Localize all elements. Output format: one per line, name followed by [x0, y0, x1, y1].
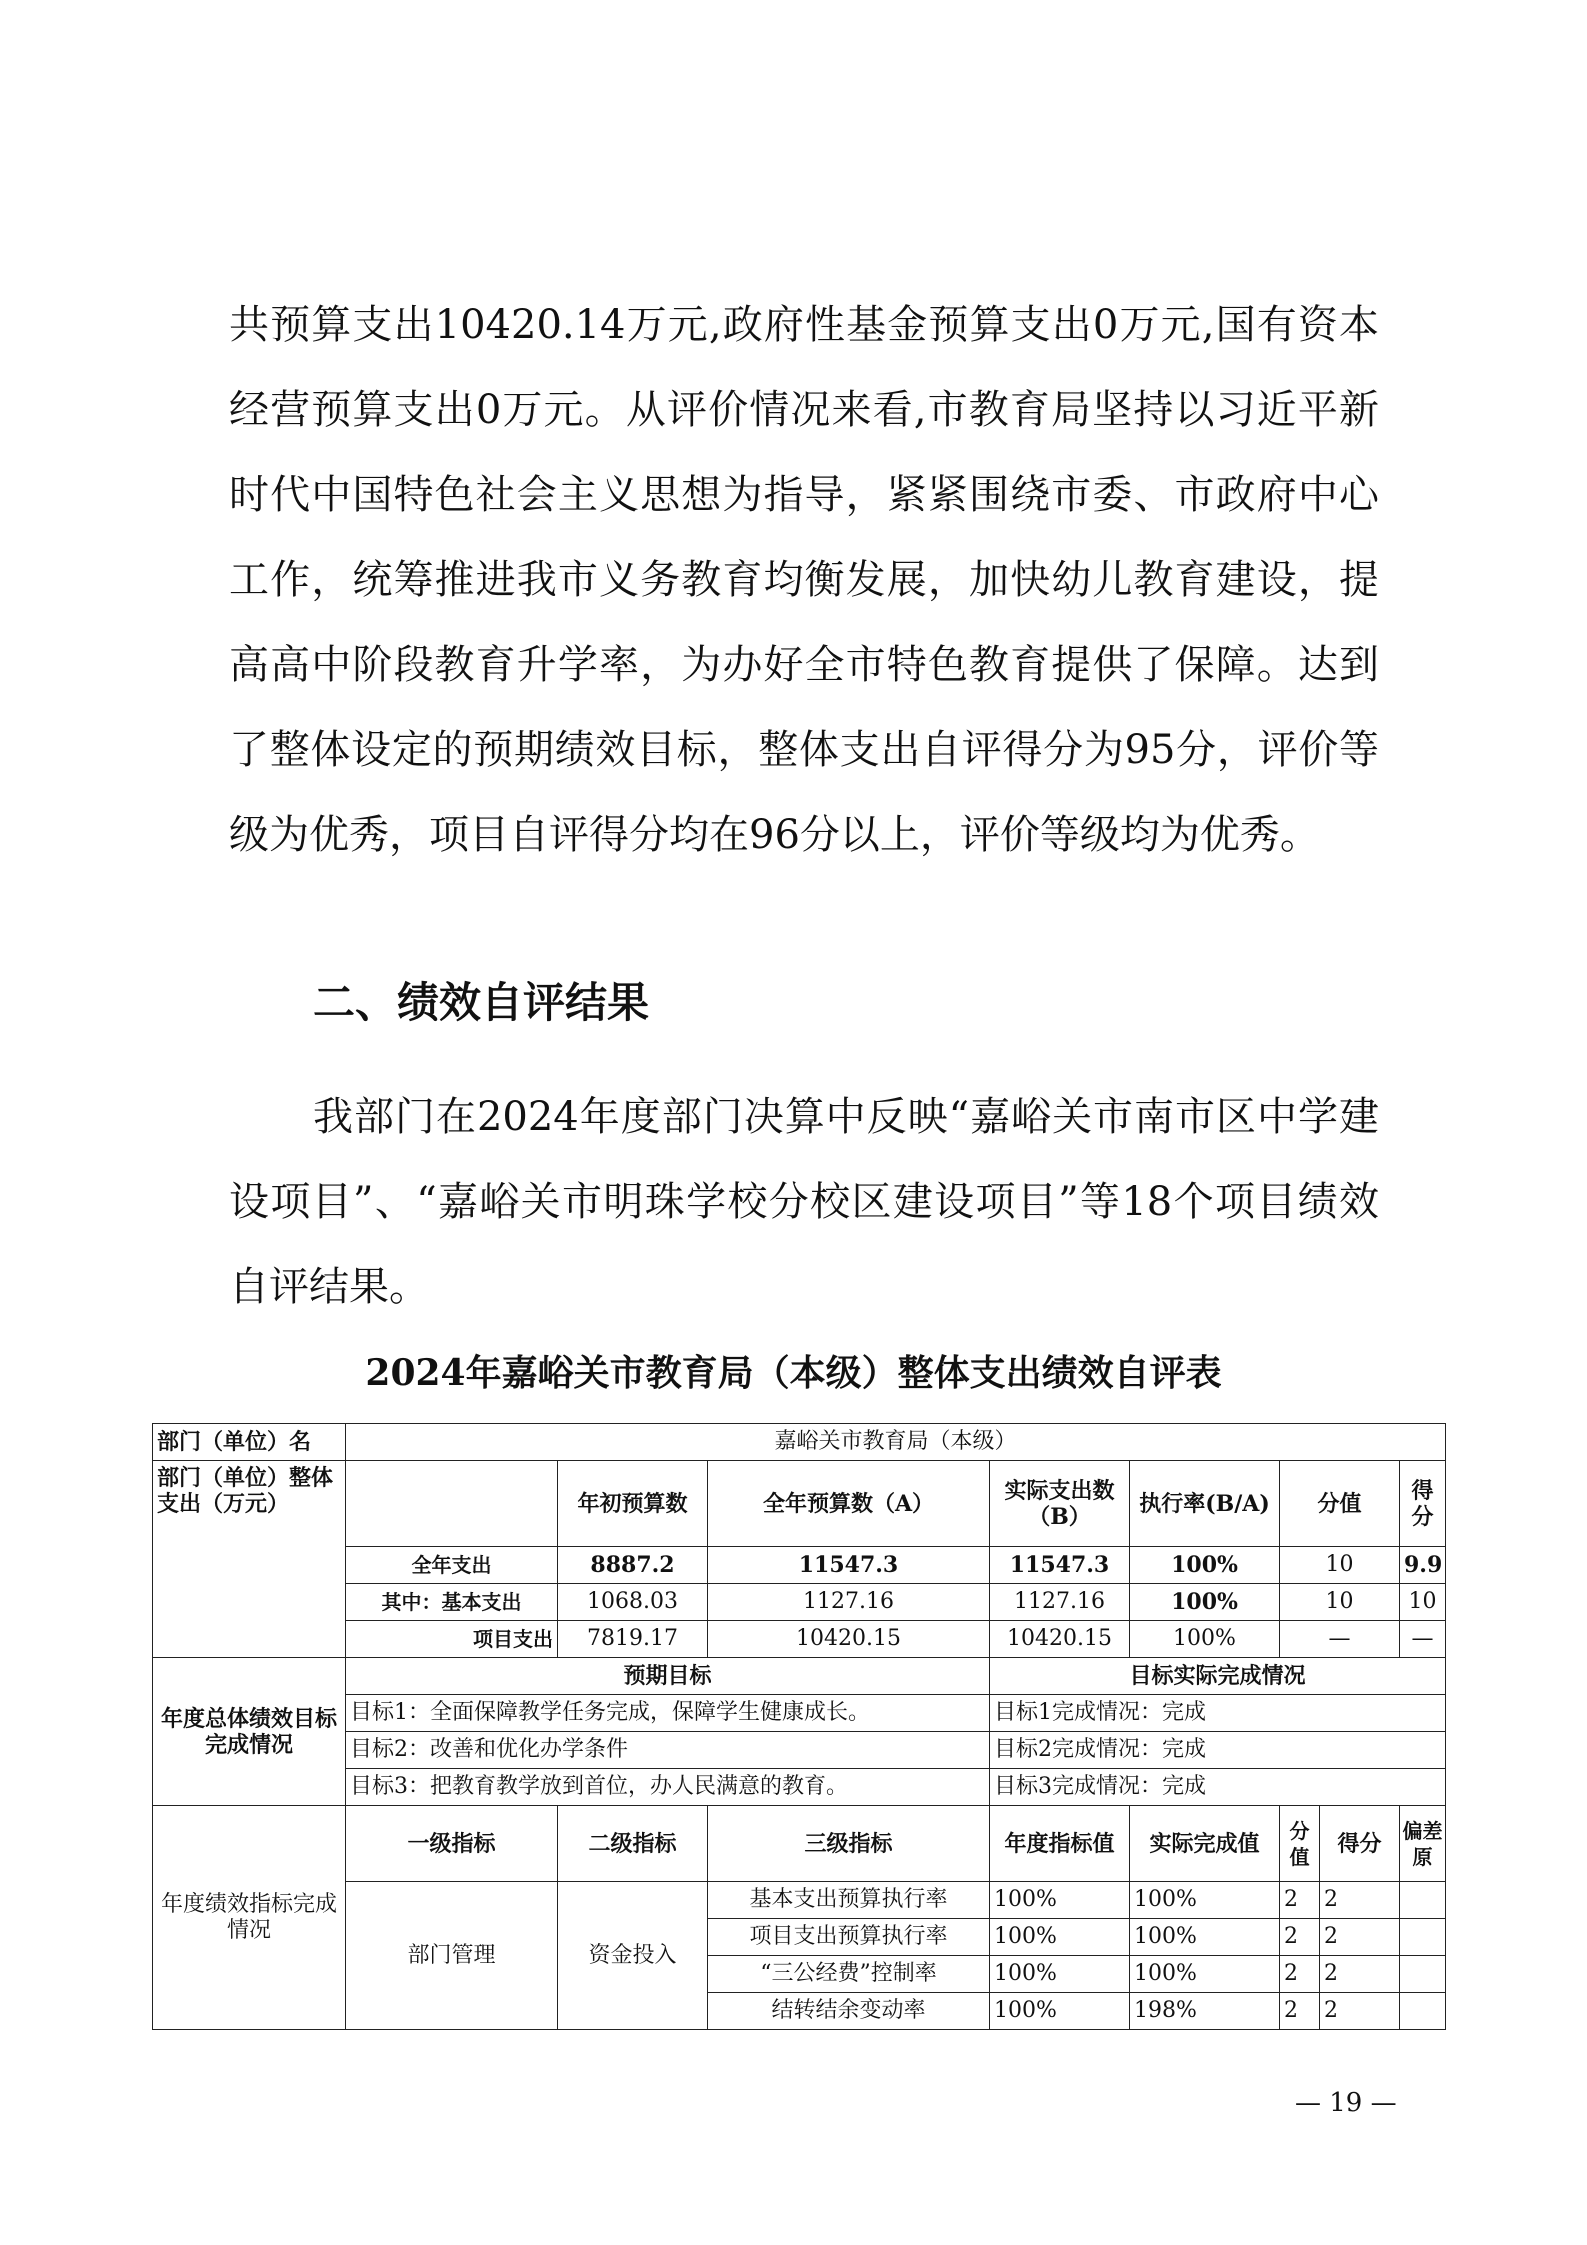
indicator-actual: 198% — [1130, 1993, 1280, 2030]
goal-expected: 目标3：把教育教学放到首位，办人民满意的教育。 — [346, 1769, 990, 1806]
indicator-header: 分值 — [1280, 1806, 1320, 1882]
goals-header-actual: 目标实际完成情况 — [990, 1658, 1446, 1695]
spend-header-rate: 执行率(B/A) — [1130, 1461, 1280, 1547]
indicator-actual: 100% — [1130, 1919, 1280, 1956]
indicator-score: 2 — [1320, 1882, 1400, 1919]
spend-cell: 10420.15 — [990, 1621, 1130, 1658]
spend-cell: 10 — [1280, 1584, 1400, 1621]
level3-indicator: 基本支出预算执行率 — [708, 1882, 990, 1919]
spend-cell: 9.9 — [1400, 1547, 1446, 1584]
table-title: 2024年嘉峪关市教育局（本级）整体支出绩效自评表 — [365, 1352, 1222, 1394]
indicator-weight: 2 — [1280, 1993, 1320, 2030]
indicator-header: 一级指标 — [346, 1806, 558, 1882]
spend-cell: 100% — [1130, 1621, 1280, 1658]
indicator-score: 2 — [1320, 1919, 1400, 1956]
body-paragraph-2: 我部门在2024年度部门决算中反映“嘉峪关市南市区中学建设项目”、“嘉峪关市明珠学校分校区建设项目”等18个项目绩效自评结果。 — [229, 1094, 1379, 1310]
indicator-actual: 100% — [1130, 1956, 1280, 1993]
spend-cell: 1068.03 — [558, 1584, 708, 1621]
indicator-deviation — [1400, 1882, 1446, 1919]
spend-header-blank — [346, 1461, 558, 1547]
spend-cell: 11547.3 — [708, 1547, 990, 1584]
spend-cell: 7819.17 — [558, 1621, 708, 1658]
goals-label: 年度总体绩效目标完成情况 — [153, 1658, 346, 1806]
level3-indicator: 项目支出预算执行率 — [708, 1919, 990, 1956]
indicator-header: 三级指标 — [708, 1806, 990, 1882]
body-paragraph-1: 共预算支出10420.14万元,政府性基金预算支出0万元,国有资本经营预算支出0万元。从评价情况来看,市教育局坚持以习近平新时代中国特色社会主义思想为指导，紧紧围绕市委、市政府中心工作，统筹推进我市义务教育均衡发展，加快幼儿教育建设，提高高中阶段教育升学率，为办好全市特色教育提供了保障。达到了整体设定的预期绩效目标，整体支出自评得分为95分，评价等级为优秀，项目自评得分均在96分以上，评价等级均为优秀。 — [229, 302, 1379, 858]
spend-header-initial: 年初预算数 — [558, 1461, 708, 1547]
spend-cell: 1127.16 — [990, 1584, 1130, 1621]
indicator-weight: 2 — [1280, 1956, 1320, 1993]
spend-cell: — — [1280, 1621, 1400, 1658]
spend-header-score: 得分 — [1400, 1461, 1446, 1547]
spend-cell: 100% — [1130, 1547, 1280, 1584]
goal-expected: 目标2：改善和优化办学条件 — [346, 1732, 990, 1769]
spend-row-label: 项目支出 — [346, 1621, 558, 1658]
indicator-target: 100% — [990, 1993, 1130, 2030]
indicator-header: 二级指标 — [558, 1806, 708, 1882]
level1-indicator: 部门管理 — [346, 1882, 558, 2030]
indicator-deviation — [1400, 1919, 1446, 1956]
spend-cell: 11547.3 — [990, 1547, 1130, 1584]
spend-cell: 8887.2 — [558, 1547, 708, 1584]
dept-name-value: 嘉峪关市教育局（本级） — [346, 1424, 1446, 1461]
goals-header-expected: 预期目标 — [346, 1658, 990, 1695]
indicator-target: 100% — [990, 1919, 1130, 1956]
spend-header-weight: 分值 — [1280, 1461, 1400, 1547]
spend-label: 部门（单位）整体支出（万元） — [153, 1461, 346, 1658]
indicator-header: 偏差原 — [1400, 1806, 1446, 1882]
indicator-header: 实际完成值 — [1130, 1806, 1280, 1882]
spend-cell: 10 — [1280, 1547, 1400, 1584]
indicator-header: 得分 — [1320, 1806, 1400, 1882]
spend-row-label: 全年支出 — [346, 1547, 558, 1584]
indicator-target: 100% — [990, 1882, 1130, 1919]
performance-evaluation-table — [152, 1423, 1446, 2030]
indicators-label: 年度绩效指标完成情况 — [153, 1806, 346, 2030]
spend-header-annual: 全年预算数（A） — [708, 1461, 990, 1547]
goal-actual: 目标3完成情况：完成 — [990, 1769, 1446, 1806]
page-number: — 19 — — [1295, 2088, 1397, 2118]
level3-indicator: “三公经费”控制率 — [708, 1956, 990, 1993]
goal-expected: 目标1：全面保障教学任务完成，保障学生健康成长。 — [346, 1695, 990, 1732]
indicator-score: 2 — [1320, 1993, 1400, 2030]
spend-cell: — — [1400, 1621, 1446, 1658]
spend-cell: 10420.15 — [708, 1621, 990, 1658]
section-heading: 二、绩效自评结果 — [313, 978, 650, 1027]
spend-cell: 1127.16 — [708, 1584, 990, 1621]
indicator-weight: 2 — [1280, 1919, 1320, 1956]
spend-cell: 10 — [1400, 1584, 1446, 1621]
indicator-actual: 100% — [1130, 1882, 1280, 1919]
level2-indicator: 资金投入 — [558, 1882, 708, 2030]
level3-indicator: 结转结余变动率 — [708, 1993, 990, 2030]
indicator-header: 年度指标值 — [990, 1806, 1130, 1882]
indicator-weight: 2 — [1280, 1882, 1320, 1919]
indicator-deviation — [1400, 1993, 1446, 2030]
spend-header-actual: 实际支出数（B） — [990, 1461, 1130, 1547]
spend-cell: 100% — [1130, 1584, 1280, 1621]
goal-actual: 目标1完成情况：完成 — [990, 1695, 1446, 1732]
spend-row-label: 其中：基本支出 — [346, 1584, 558, 1621]
goal-actual: 目标2完成情况：完成 — [990, 1732, 1446, 1769]
indicator-target: 100% — [990, 1956, 1130, 1993]
indicator-deviation — [1400, 1956, 1446, 1993]
indicator-score: 2 — [1320, 1956, 1400, 1993]
dept-name-label: 部门（单位）名 — [153, 1424, 346, 1461]
